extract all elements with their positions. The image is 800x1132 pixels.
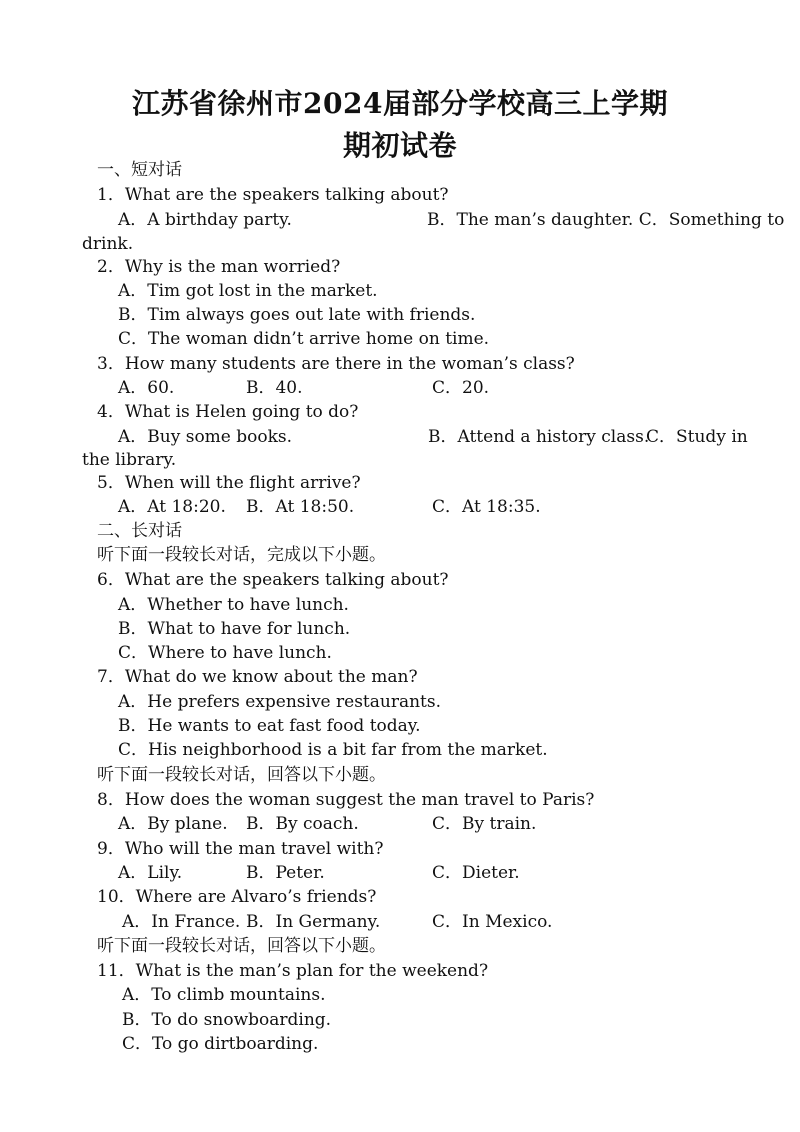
option: B．Tim always goes out late with friends. <box>118 305 476 325</box>
option: B．The man’s daughter. C．Something to <box>427 210 785 230</box>
instruction: 听下面一段较长对话，回答以下小题。 <box>97 765 386 785</box>
option: B．Attend a history class. <box>428 427 650 447</box>
option: A．Whether to have lunch. <box>118 595 349 615</box>
exam-title-line1: 江苏省徐州市2024届部分学校高三上学期 <box>132 87 668 120</box>
option: A．At 18:20. <box>118 497 226 517</box>
option: A．He prefers expensive restaurants. <box>118 692 442 712</box>
option: C．20. <box>432 378 490 398</box>
exam-title-line2: 期初试卷 <box>342 129 457 162</box>
option: B．What to have for lunch. <box>118 619 351 639</box>
question-stem: 8．How does the woman suggest the man travel to Paris? <box>97 790 595 810</box>
question-stem: 10．Where are Alvaro’s friends? <box>97 887 377 907</box>
option: B．In Germany. <box>246 912 381 932</box>
option: B．40. <box>246 378 303 398</box>
question-stem: 11．What is the man’s plan for the weekend? <box>97 961 489 981</box>
option: B．He wants to eat fast food today. <box>118 716 421 736</box>
option: A．By plane. <box>118 814 228 834</box>
instruction: 听下面一段较长对话，完成以下小题。 <box>97 545 386 565</box>
question-stem: 1．What are the speakers talking about? <box>97 185 449 205</box>
question-stem: 2．Why is the man worried? <box>97 257 341 277</box>
option-continuation: the library. <box>82 450 177 470</box>
option: A．Buy some books. <box>118 427 293 447</box>
option: B．To do snowboarding. <box>122 1010 332 1030</box>
instruction: 听下面一段较长对话，回答以下小题。 <box>97 936 386 956</box>
option: A．A birthday party. <box>118 210 292 230</box>
option: C．By train. <box>432 814 537 834</box>
option: B．By coach. <box>246 814 359 834</box>
option: C．At 18:35. <box>432 497 541 517</box>
section-heading-long-dialogues: 二、长对话 <box>97 521 182 541</box>
option: A．To climb mountains. <box>122 985 326 1005</box>
option: A．In France. <box>122 912 241 932</box>
question-stem: 9．Who will the man travel with? <box>97 839 384 859</box>
option: B．At 18:50. <box>246 497 355 517</box>
question-stem: 6．What are the speakers talking about? <box>97 570 449 590</box>
option: C．Where to have lunch. <box>118 643 332 663</box>
question-stem: 4．What is Helen going to do? <box>97 402 359 422</box>
option: A．Lily. <box>118 863 183 883</box>
section-heading-short-dialogues: 一、短对话 <box>97 160 182 180</box>
option: C．His neighborhood is a bit far from the market. <box>118 740 548 760</box>
option-continuation: drink. <box>82 234 134 254</box>
option: B．Peter. <box>246 863 325 883</box>
question-stem: 5．When will the flight arrive? <box>97 473 361 493</box>
option: C．The woman didn’t arrive home on time. <box>118 329 490 349</box>
option: A．Tim got lost in the market. <box>118 281 378 301</box>
option: C．To go dirtboarding. <box>122 1034 319 1054</box>
option: C．Study in <box>646 427 748 447</box>
question-stem: 3．How many students are there in the woman’s class? <box>97 354 575 374</box>
option: C．In Mexico. <box>432 912 553 932</box>
option: C．Dieter. <box>432 863 520 883</box>
question-stem: 7．What do we know about the man? <box>97 667 418 687</box>
option: A．60. <box>118 378 175 398</box>
